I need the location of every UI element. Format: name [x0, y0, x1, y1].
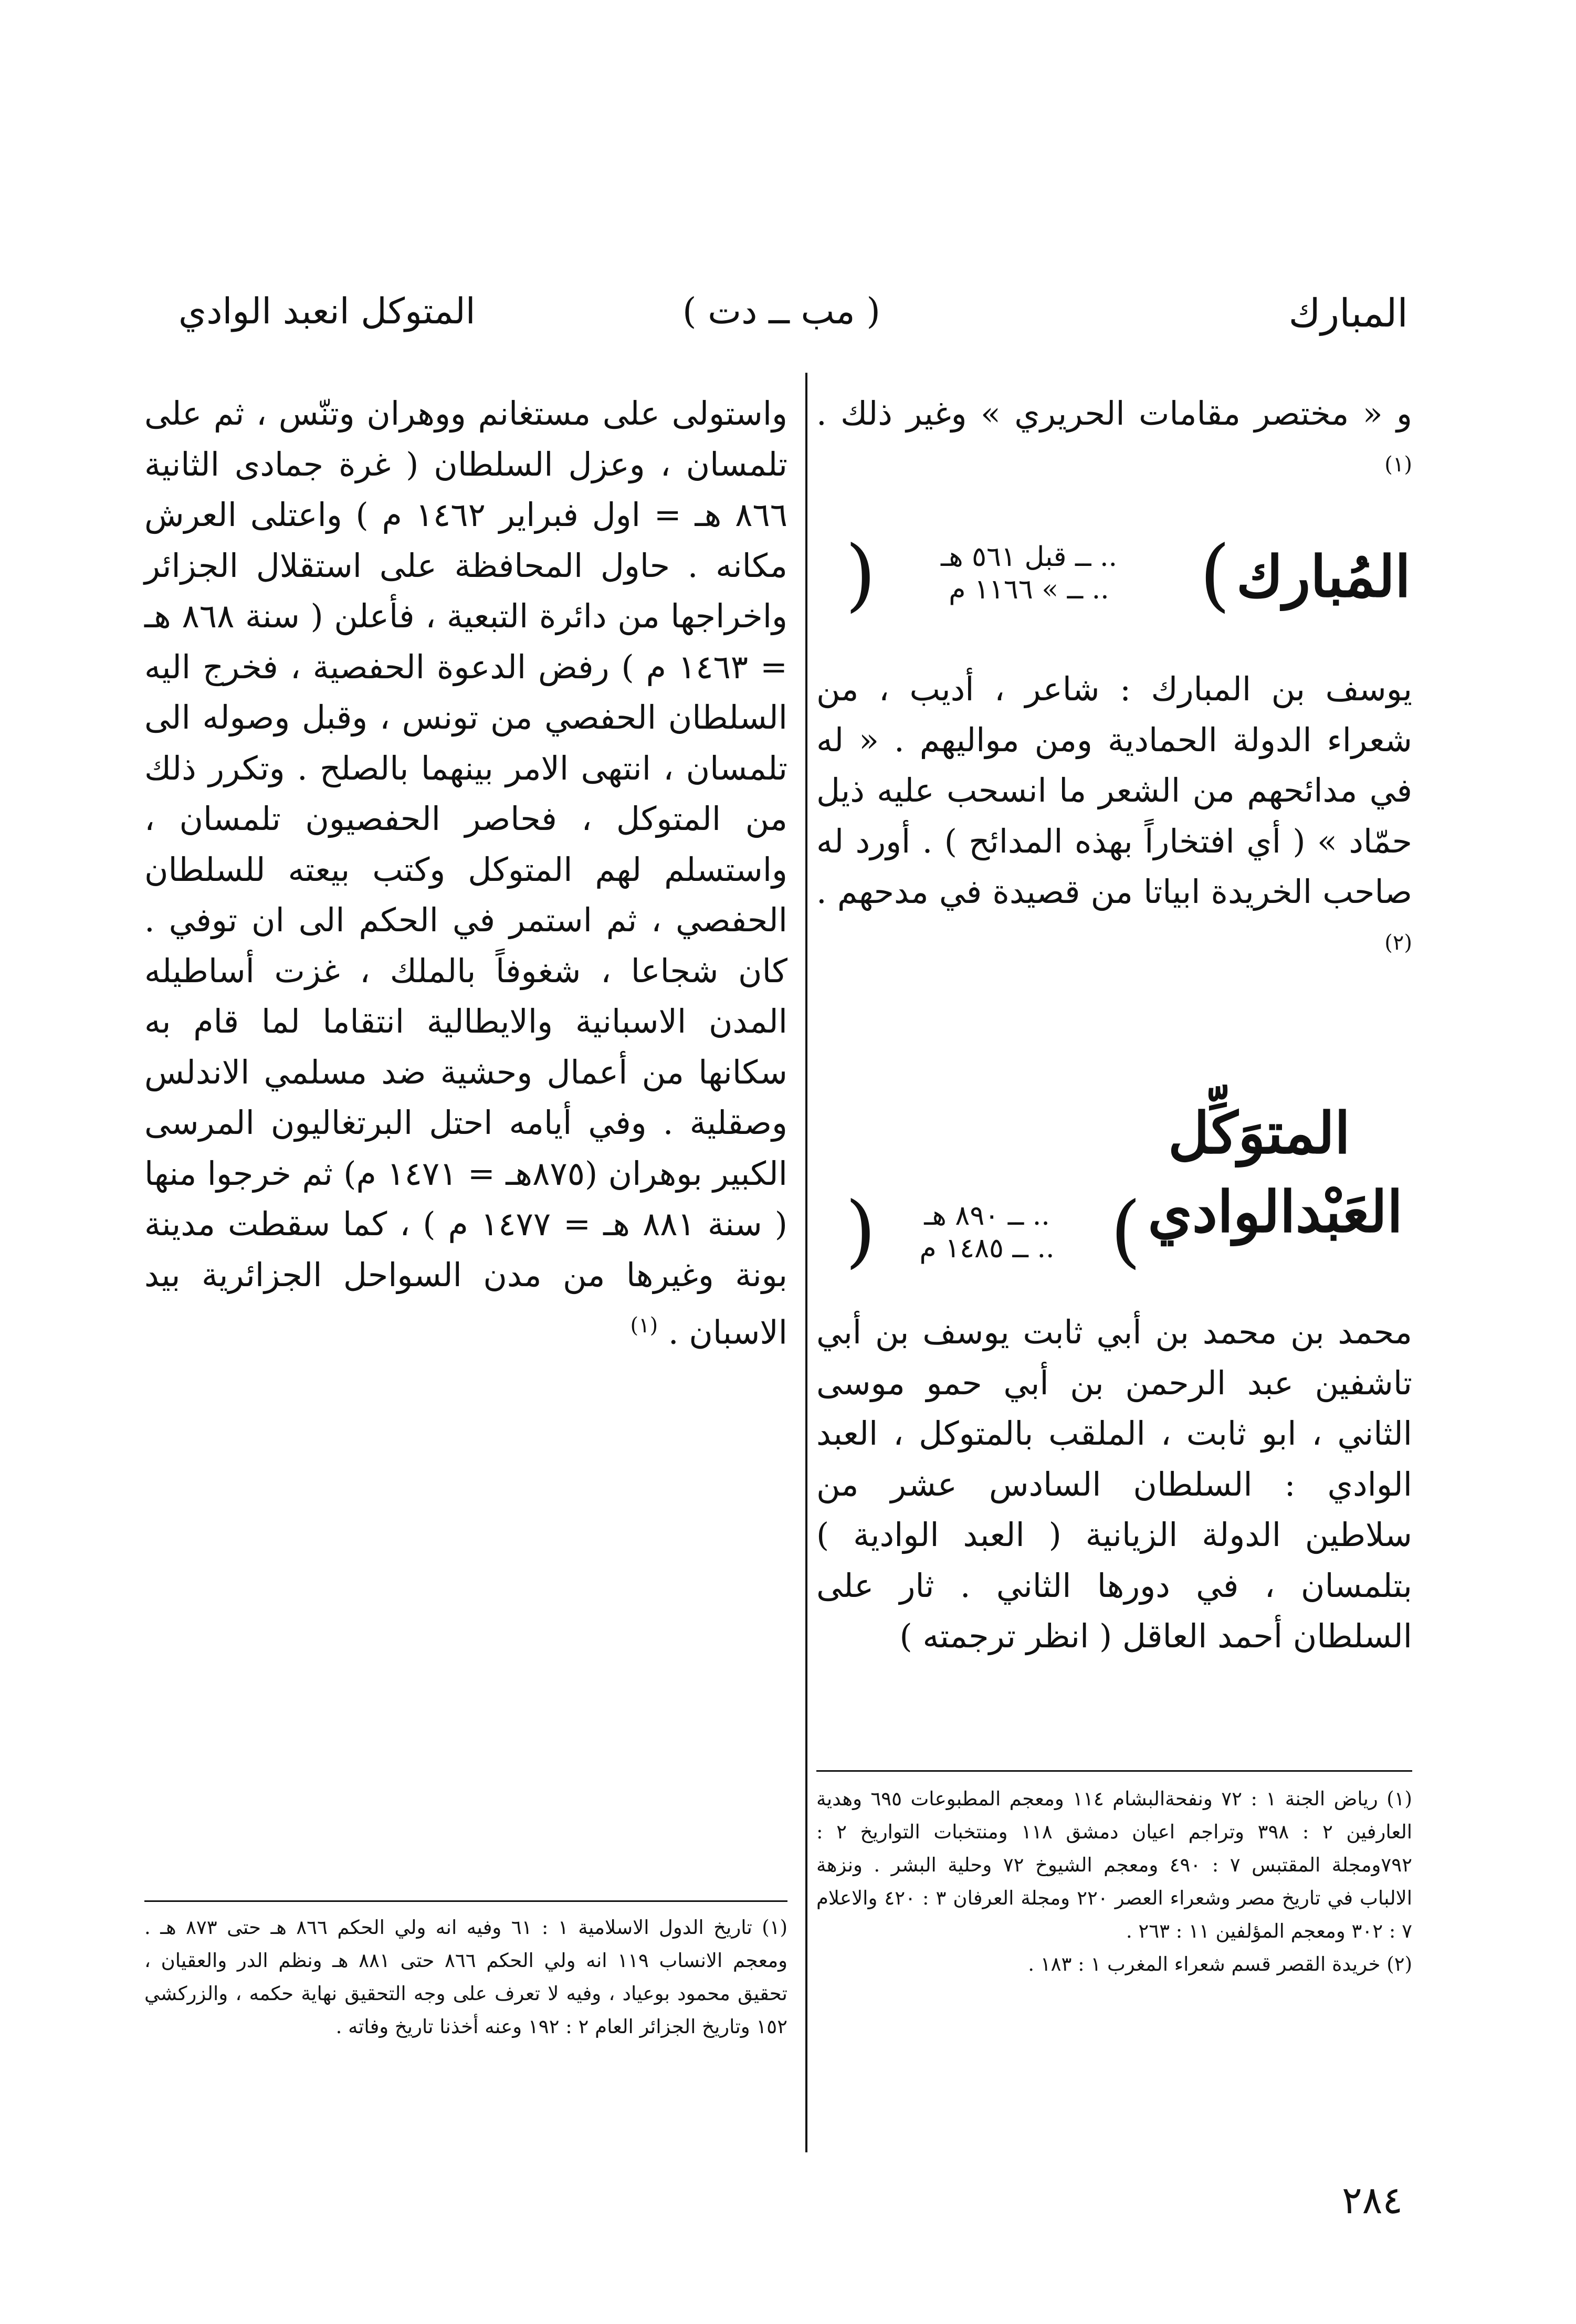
right-continuation: [816, 388, 1412, 497]
left-column-body: [144, 388, 787, 1358]
entry1-dates-line2: ‏.. ــ » ١١٦٦ م: [949, 574, 1109, 605]
right-footnote-2: (٢) خريدة القصر قسم شعراء المغرب ١ : ١٨٣ .: [1028, 1953, 1412, 1975]
entry1-name: المُبارك: [1236, 544, 1411, 610]
entry1-paren-open: (: [1200, 529, 1231, 621]
column-divider: [805, 373, 807, 2152]
left-note-ref: (١): [630, 1313, 658, 1338]
page-number: ٢٨٤: [1341, 2178, 1403, 2222]
entry2-dates-line1: ‏.. ــ ٨٩٠ هـ: [924, 1200, 1050, 1232]
entry2-body: [816, 1307, 1412, 1662]
entry1-body-text: يوسف بن المبارك : شاعر ، أديب ، من شعراء الدولة الحمادية ومن مواليهم . « له في مدائحهم من الشعر ما انسحب عليه ذيل حمّاد » ( أي افتخاراً بهذه المدائح ) . أورد له صاحب الخريدة ابياتا من قصيدة في مدحهم .: [816, 670, 1412, 911]
right-footnote-1: (١) رياض الجنة ١ : ٧٢ ونفحةالبشام ١١٤ ومعجم المطبوعات ٦٩٥ وهدية العارفين ٢ : ٣٩٨ وتراجم اعيان دمشق ١١٨ ومنتخبات التواريخ ٢ : ٧٩٢ومجلة المقتبس ٧ : ٤٩٠ ومعجم الشيوخ ٧٢ وحلية البشر . ونزهة الالباب في تاريخ مصر وشعراء العصر ٢٢٠ ومجلة العرفان ٣ : ٤٢٠ والاعلام ٧ : ٣٠٢ ومعجم المؤلفين ١١ : ٢٦٣ .: [816, 1787, 1413, 1942]
entry1-dates: [874, 541, 1184, 606]
left-body-text: واستولى على مستغانم ووهران وتنّس ، ثم على تلمسان ، وعزل السلطان ( غرة جمادى الثانية ٨٦٦ هـ = اول فبراير ١٤٦٢ م ) واعتلى العرش مكانه . حاول المحافظة على استقلال الجزائر واخراجها من دائرة التبعية ، فأعلن ( سنة ٨٦٨ هـ = ١٤٦٣ م ) رفض الدعوة الحفصية ، فخرج اليه السلطان الحفصي من تونس ، وقبل وصوله الى تلمسان ، انتهى الامر بينهما بالصلح . وتكرر ذلك من المتوكل ، فحاصر الحفصيون تلمسان ، واستسلم لهم المتوكل وكتب بيعته للسلطان الحفصي ، ثم استمر في الحكم الى ان توفي . كان شجاعا ، شغوفاً بالملك ، غزت أساطيله المدن الاسبانية والايطالية انتقاما لما قام به سكانها من أعمال وحشية ضد مسلمي الاندلس وصقلية . وفي أيامه احتل البرتغاليون المرسى الكبير بوهران (٨٧٥هـ = ١٤٧١ م) ثم خرجوا منها ( سنة ٨٨١ هـ = ١٤٧٧ م ) ، كما سقطت مدينة بونة وغيرها من مدن السواحل الجزائرية بيد الاسبان .: [144, 394, 787, 1352]
right-footnote-rule: [816, 1770, 1412, 1772]
entry1-dates-line1: ‏.. ــ قبل ٥٦١ هـ: [940, 541, 1118, 573]
left-footnote-text: (١) تاريخ الدول الاسلامية ١ : ٦١ وفيه انه ولي الحكم ٨٦٦ هـ حتى ٨٧٣ هـ . ومعجم الانساب ١١٩ انه ولي الحكم ٨٦٦ حتى ٨٨١ هـ ونظم الدر والعقيان ، تحقيق محمود بوعياد ، وفيه لا تعرف على وجه التحقيق نهاية حكمه ، والزركشي ١٥٢ وتاريخ الجزائر العام ٢ : ١٩٢ وعنه أخذنا تاريخ وفاته .: [144, 1916, 788, 2038]
header-range: ( مب ــ دت ): [682, 291, 880, 332]
entry2-body-text: محمد بن محمد بن أبي ثابت يوسف بن أبي تاشفين عبد الرحمن بن أبي حمو موسى الثاني ، ابو ثابت ، الملقب بالمتوكل ، العبد الوادي : السلطان السادس عشر من سلاطين الدولة الزيانية ( العبد الوادية ) بتلمسان ، في دورها الثاني . ثار على السلطان أحمد العاقل ( انظر ترجمته ): [816, 1313, 1412, 1655]
left-footnote: [144, 1911, 787, 2043]
right-footnotes: [816, 1782, 1412, 1981]
continuation-text: و « مختصر مقامات الحريري » وغير ذلك .: [816, 394, 1412, 433]
entry2-name-line2: العَبْدالوادي: [1148, 1179, 1403, 1245]
left-footnote-rule: [144, 1900, 787, 1902]
entry1-body: [816, 664, 1412, 975]
entry2-paren-open: (: [1110, 1185, 1141, 1277]
entry1-note-ref: (٢): [1384, 930, 1412, 955]
entry2-name-line1: المتوَكِّل: [1168, 1100, 1350, 1166]
continuation-note-ref: (١): [1384, 452, 1412, 477]
entry1-paren-close: ): [845, 529, 876, 621]
entry2-dates-line2: ‏.. ــ ١٤٨٥ م: [919, 1233, 1055, 1264]
entry2-dates: [871, 1200, 1102, 1265]
header-left-title: المتوكل انعبد الوادي: [178, 291, 476, 332]
header-right-title: المبارك: [1288, 291, 1408, 336]
entry2-paren-close: ): [845, 1185, 876, 1277]
